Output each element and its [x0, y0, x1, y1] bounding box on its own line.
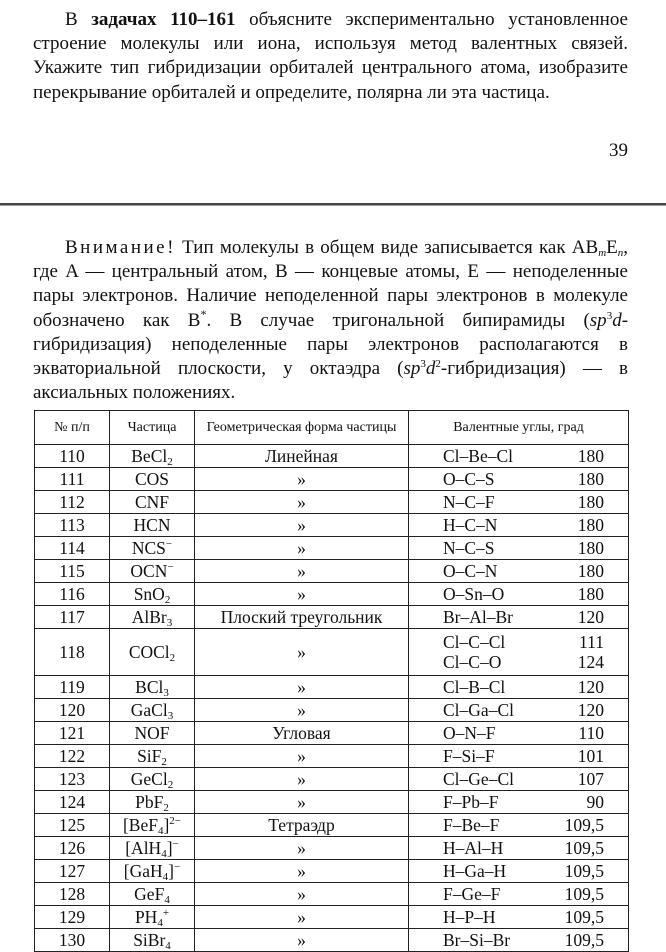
- cell-particle: [110, 929, 195, 952]
- angle-value: 109,5: [564, 838, 604, 858]
- cell-particle: [110, 883, 195, 906]
- table-row: [35, 814, 629, 837]
- angle-entry: [413, 861, 624, 881]
- cell-shape: Линейная: [195, 445, 409, 468]
- angle-entry: [413, 652, 624, 672]
- cell-number: 114: [35, 537, 110, 560]
- formula-superscript: −: [165, 538, 173, 550]
- table-row: [35, 883, 629, 906]
- cell-shape: »: [195, 491, 409, 514]
- formula-text: [AlH: [125, 838, 162, 858]
- formula-subscript: 4: [157, 917, 163, 929]
- cell-number: 115: [35, 560, 110, 583]
- bond: N–C–F: [443, 492, 495, 512]
- cell-number: 120: [35, 699, 110, 722]
- cell-number: 112: [35, 491, 110, 514]
- angle-entry: [413, 907, 624, 927]
- note-text: , где A — центральный атом, B — концевые атомы, E — неподеленные пары электронов. Наличие неподеленной пары электронов в молекуле обозначено как B: [33, 237, 628, 331]
- angle-entry: [413, 930, 624, 950]
- angle-entry: [413, 469, 624, 489]
- bond: Cl–Ga–Cl: [443, 700, 514, 720]
- formula-superscript: 2−: [169, 815, 182, 827]
- cell-number: 124: [35, 791, 110, 814]
- cell-angles: [409, 606, 629, 629]
- angle-entry: [413, 723, 624, 743]
- angle-entry: [413, 492, 624, 512]
- angle-value: 101: [577, 746, 604, 766]
- angle-value: 120: [577, 607, 604, 627]
- formula-subscript: 3: [167, 710, 174, 722]
- table-row: [35, 906, 629, 929]
- formula-text: [BeF: [122, 815, 158, 835]
- formula-subscript: 4: [161, 848, 167, 860]
- formula-subscript: 2: [161, 756, 167, 768]
- cell-particle: [110, 468, 195, 491]
- note-paragraph: [33, 236, 628, 405]
- cell-particle: [110, 629, 195, 676]
- angle-entry: [413, 446, 624, 466]
- page-number: 39: [609, 140, 628, 161]
- angle-value: 180: [577, 515, 604, 535]
- angle-entry: [413, 792, 624, 812]
- formula-superscript: +: [162, 907, 170, 919]
- cell-shape: »: [195, 537, 409, 560]
- cell-particle: [110, 791, 195, 814]
- formula-subscript: 2: [167, 779, 174, 791]
- note-italic: d: [425, 358, 436, 380]
- bond: F–Si–F: [443, 746, 495, 766]
- table-row: [35, 629, 629, 676]
- cell-shape: »: [195, 560, 409, 583]
- formula-text: SnO: [133, 584, 165, 604]
- bond: Cl–C–O: [443, 652, 502, 672]
- angle-value: 107: [577, 769, 604, 789]
- cell-angles: [409, 722, 629, 745]
- task-prefix: В: [65, 9, 92, 30]
- angle-value: 110: [578, 723, 604, 743]
- task-text: объясните экспериментально установленное строение молекулы или иона, используя метод валентных связей. Укажите тип гибридизации орбиталей центрального атома, изобразите перекрывание орбиталей и определите, полярна ли эта частица.: [33, 9, 628, 103]
- formula-text: SiF: [137, 746, 162, 766]
- cell-shape: »: [195, 883, 409, 906]
- table-row: [35, 722, 629, 745]
- angle-entry: [413, 677, 624, 697]
- cell-angles: [409, 514, 629, 537]
- note-text: -гибридизация) — в аксиальных положениях.: [33, 358, 628, 404]
- cell-angles: [409, 676, 629, 699]
- cell-number: 118: [35, 629, 110, 676]
- table-body: [35, 445, 629, 952]
- header-particle: Частица: [110, 411, 195, 445]
- formula-text: NCS: [131, 538, 166, 558]
- cell-shape: Плоский треугольник: [195, 606, 409, 629]
- superscript: 2: [435, 358, 441, 371]
- cell-number: 126: [35, 837, 110, 860]
- bond: F–Pb–F: [443, 792, 499, 812]
- formula-subscript: 3: [166, 617, 173, 629]
- cell-particle: [110, 722, 195, 745]
- cell-number: 130: [35, 929, 110, 952]
- angle-entry: [413, 584, 624, 604]
- page-divider: [0, 203, 666, 206]
- superscript: 3: [420, 358, 426, 371]
- angle-entry: [413, 884, 624, 904]
- cell-particle: [110, 606, 195, 629]
- cell-number: 125: [35, 814, 110, 837]
- table-row: [35, 791, 629, 814]
- table-row: [35, 560, 629, 583]
- cell-angles: [409, 537, 629, 560]
- cell-angles: [409, 491, 629, 514]
- formula-subscript: 2: [164, 594, 171, 606]
- cell-number: 116: [35, 583, 110, 606]
- table-row: [35, 445, 629, 468]
- formula-text: AlBr: [131, 607, 167, 627]
- formula-text: PH: [134, 907, 158, 927]
- cell-shape: »: [195, 791, 409, 814]
- superscript: 3: [606, 309, 613, 322]
- cell-number: 122: [35, 745, 110, 768]
- note-text: E: [606, 237, 618, 258]
- table-header-row: [35, 411, 629, 445]
- cell-number: 129: [35, 906, 110, 929]
- bond: N–C–S: [443, 538, 495, 558]
- cell-angles: [409, 791, 629, 814]
- subscript: n: [617, 247, 624, 259]
- angle-entry: [413, 515, 624, 535]
- cell-shape: »: [195, 629, 409, 676]
- table-row: [35, 537, 629, 560]
- formula-text: OCN: [130, 561, 168, 581]
- angle-value: 109,5: [564, 861, 604, 881]
- cell-shape: »: [195, 583, 409, 606]
- bond: O–N–F: [443, 723, 496, 743]
- cell-particle: [110, 583, 195, 606]
- formula-superscript: −: [167, 561, 174, 573]
- cell-shape: »: [195, 906, 409, 929]
- cell-particle: [110, 768, 195, 791]
- bond: H–Al–H: [443, 838, 504, 858]
- angle-entry: [413, 632, 624, 652]
- cell-shape: »: [195, 699, 409, 722]
- cell-number: 121: [35, 722, 110, 745]
- cell-particle: [110, 745, 195, 768]
- formula-text: SiBr: [133, 930, 166, 950]
- formula-text: PbF: [135, 792, 164, 812]
- task-range: задачах 110–161: [91, 9, 236, 30]
- angle-value: 120: [577, 700, 604, 720]
- star-superscript: *: [200, 306, 207, 321]
- cell-angles: [409, 860, 629, 883]
- angle-value: 109,5: [564, 930, 604, 950]
- angle-entry: [413, 769, 624, 789]
- cell-number: 113: [35, 514, 110, 537]
- cell-angles: [409, 837, 629, 860]
- cell-shape: Угловая: [195, 722, 409, 745]
- cell-number: 110: [35, 445, 110, 468]
- cell-shape: »: [195, 929, 409, 952]
- angle-entry: [413, 561, 624, 581]
- cell-particle: [110, 837, 195, 860]
- cell-shape: »: [195, 676, 409, 699]
- cell-shape: »: [195, 745, 409, 768]
- table-row: [35, 606, 629, 629]
- cell-angles: [409, 560, 629, 583]
- angle-value: 180: [577, 584, 604, 604]
- angle-value: 180: [577, 469, 604, 489]
- cell-number: 123: [35, 768, 110, 791]
- cell-shape: »: [195, 468, 409, 491]
- task-paragraph: [33, 8, 628, 105]
- bond: H–Ga–H: [443, 861, 507, 881]
- cell-number: 111: [35, 468, 110, 491]
- table-row: [35, 768, 629, 791]
- bond: F–Be–F: [443, 815, 500, 835]
- table-row: [35, 514, 629, 537]
- bond: F–Ge–F: [443, 884, 501, 904]
- angle-entry: [413, 815, 624, 835]
- cell-angles: [409, 445, 629, 468]
- note-text: Тип молекулы в общем виде записывается как AB: [175, 237, 599, 258]
- cell-shape: »: [195, 514, 409, 537]
- cell-particle: [110, 445, 195, 468]
- note-text: -гибридизация) неподеленные пары электронов располагаются в экваториальной плоскости, у октаэдра (: [33, 309, 629, 380]
- angle-value: 180: [577, 492, 604, 512]
- bond: O–Sn–O: [443, 584, 505, 604]
- cell-particle: [110, 699, 195, 722]
- formula-text: [GaH: [123, 861, 163, 881]
- cell-angles: [409, 768, 629, 791]
- bond: Cl–Ge–Cl: [443, 769, 514, 789]
- note-italic: sp: [403, 358, 421, 380]
- formula-text: COS: [134, 469, 170, 489]
- angle-entry: [413, 746, 624, 766]
- bond: Br–Al–Br: [443, 607, 513, 627]
- cell-angles: [409, 929, 629, 952]
- angle-entry: [413, 838, 624, 858]
- angle-value: 109,5: [564, 815, 604, 835]
- cell-angles: [409, 814, 629, 837]
- header-shape: Геометрическая форма частицы: [195, 411, 409, 445]
- subscript: m: [598, 247, 607, 259]
- cell-particle: [110, 537, 195, 560]
- formula-superscript: −: [172, 838, 179, 850]
- formula-text: BeCl: [131, 446, 168, 466]
- angle-value: 109,5: [564, 884, 604, 904]
- cell-particle: [110, 491, 195, 514]
- angle-value: 180: [577, 446, 604, 466]
- table-row: [35, 929, 629, 952]
- cell-angles: [409, 906, 629, 929]
- header-angles: Валентные углы, град: [409, 411, 629, 445]
- bond: H–P–H: [443, 907, 496, 927]
- bond: Cl–C–Cl: [443, 632, 506, 652]
- bond: O–C–S: [443, 469, 495, 489]
- bond: O–C–N: [443, 561, 498, 581]
- cell-angles: [409, 583, 629, 606]
- bond: Cl–B–Cl: [443, 677, 506, 697]
- cell-number: 119: [35, 676, 110, 699]
- formula-text: ]: [166, 838, 173, 858]
- formula-text: GeCl: [130, 769, 168, 789]
- cell-particle: [110, 676, 195, 699]
- table-row: [35, 745, 629, 768]
- angle-value: 124: [577, 652, 604, 672]
- formula-superscript: −: [173, 861, 181, 873]
- angle-value: 109,5: [564, 907, 604, 927]
- formula-subscript: 4: [165, 940, 171, 952]
- bond: Br–Si–Br: [443, 930, 511, 950]
- cell-particle: [110, 860, 195, 883]
- cell-angles: [409, 745, 629, 768]
- table-row: [35, 676, 629, 699]
- angle-entry: [413, 538, 624, 558]
- formula-text: ]: [168, 861, 174, 881]
- cell-particle: [110, 560, 195, 583]
- angle-value: 180: [577, 538, 604, 558]
- molecules-table: [34, 410, 629, 952]
- cell-particle: [110, 814, 195, 837]
- formula-subscript: 4: [164, 894, 170, 906]
- table-row: [35, 837, 629, 860]
- table-row: [35, 860, 629, 883]
- formula-text: COCl: [128, 642, 170, 662]
- bond: Cl–Be–Cl: [443, 446, 514, 466]
- table-row: [35, 468, 629, 491]
- formula-subscript: 3: [163, 687, 169, 699]
- formula-subscript: 2: [163, 802, 169, 814]
- angle-value: 111: [579, 632, 604, 652]
- formula-subscript: 2: [167, 456, 173, 468]
- angle-value: 90: [586, 792, 604, 812]
- formula-text: BCl: [135, 677, 164, 697]
- note-italic: d: [612, 309, 622, 331]
- angle-entry: [413, 607, 624, 627]
- note-text: . В случае тригональной бипирамиды (: [206, 309, 590, 331]
- table-row: [35, 699, 629, 722]
- formula-text: NOF: [134, 723, 170, 743]
- cell-angles: [409, 699, 629, 722]
- bond: H–C–N: [443, 515, 498, 535]
- cell-angles: [409, 629, 629, 676]
- formula-text: GaCl: [130, 700, 168, 720]
- note-label: Внимание!: [65, 237, 176, 258]
- table-row: [35, 583, 629, 606]
- table-row: [35, 491, 629, 514]
- cell-shape: »: [195, 768, 409, 791]
- formula-text: GeF: [134, 884, 165, 904]
- cell-number: 127: [35, 860, 110, 883]
- formula-text: CNF: [134, 492, 170, 512]
- cell-number: 128: [35, 883, 110, 906]
- note-italic: sp: [589, 309, 607, 331]
- cell-particle: [110, 514, 195, 537]
- cell-shape: »: [195, 860, 409, 883]
- angle-value: 120: [577, 677, 604, 697]
- cell-shape: Тетраэдр: [195, 814, 409, 837]
- formula-subscript: 2: [169, 652, 176, 664]
- formula-text: ]: [163, 815, 170, 835]
- formula-subscript: 4: [162, 871, 169, 883]
- formula-text: HCN: [133, 515, 171, 535]
- cell-particle: [110, 906, 195, 929]
- angle-value: 180: [577, 561, 604, 581]
- header-number: № п/п: [35, 411, 110, 445]
- formula-subscript: 4: [157, 825, 164, 837]
- cell-angles: [409, 468, 629, 491]
- cell-shape: »: [195, 837, 409, 860]
- cell-number: 117: [35, 606, 110, 629]
- cell-angles: [409, 883, 629, 906]
- angle-entry: [413, 700, 624, 720]
